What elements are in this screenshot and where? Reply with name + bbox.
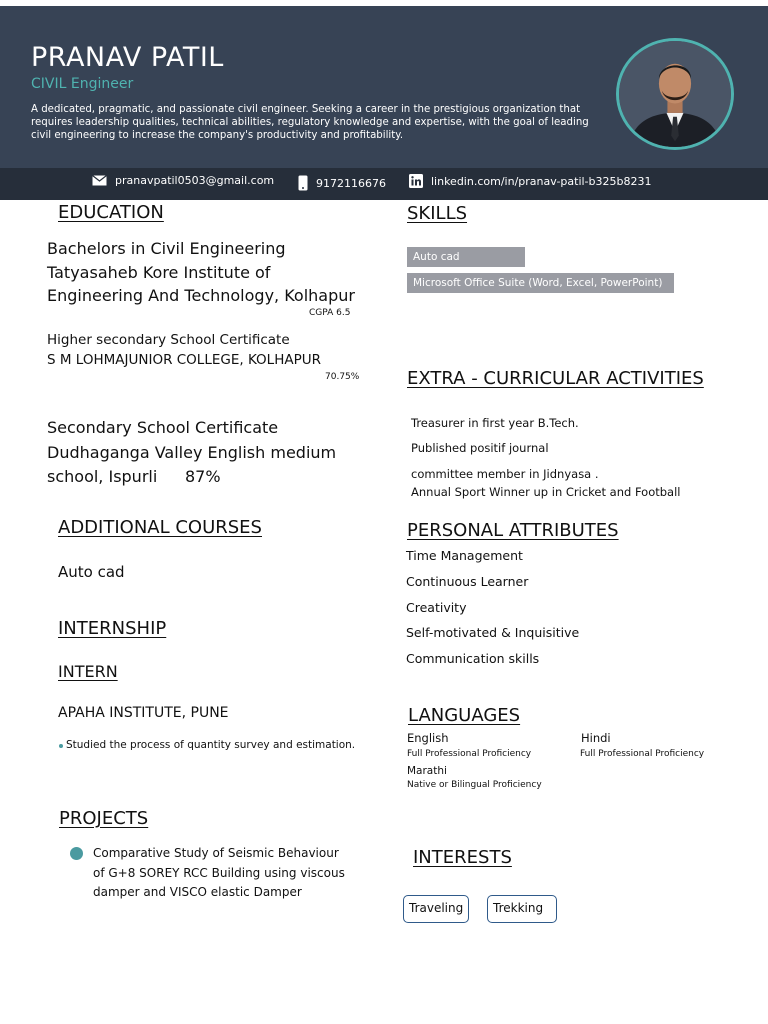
bullet-icon (70, 847, 83, 860)
linkedin-icon (409, 174, 423, 188)
interest-chip: Traveling (403, 895, 469, 923)
extra-curricular-heading: EXTRA - CURRICULAR ACTIVITIES (407, 368, 704, 389)
phone-text: 9172116676 (316, 176, 386, 190)
contact-email[interactable] (92, 174, 274, 187)
attribute-item: Communication skills (406, 651, 540, 666)
skill-chip: Auto cad (407, 247, 525, 267)
education-heading: EDUCATION (58, 202, 164, 223)
project-line1: Comparative Study of Seismic Behaviour (93, 846, 339, 860)
activity-item: committee member in Jidnyasa . (411, 467, 599, 481)
skills-heading: SKILLS (407, 203, 468, 224)
degree-institute-line1: Tatyasaheb Kore Institute of (47, 263, 271, 282)
language-level: Full Professional Proficiency (580, 749, 705, 759)
ssc-school-line2: school, Ispurli (47, 467, 158, 486)
internship-role: INTERN (58, 662, 118, 681)
contact-phone[interactable] (298, 175, 386, 191)
bullet-icon (59, 744, 63, 748)
languages-heading: LANGUAGES (408, 705, 521, 726)
language-level: Native or Bilingual Proficiency (407, 780, 542, 790)
degree-score: CGPA 6.5 (309, 308, 351, 318)
degree-institute-line2: Engineering And Technology, Kolhapur (47, 286, 355, 305)
resume-header (0, 6, 768, 168)
contact-bar (0, 168, 768, 200)
skill-chip: Microsoft Office Suite (Word, Excel, PowerPoint) (407, 273, 674, 293)
candidate-role: CIVIL Engineer (31, 76, 134, 92)
interests-heading: INTERESTS (413, 847, 512, 868)
language-level: Full Professional Proficiency (407, 749, 532, 759)
language-name: Hindi (581, 731, 611, 745)
personal-attributes-heading: PERSONAL ATTRIBUTES (407, 520, 619, 541)
linkedin-text: linkedin.com/in/pranav-patil-b325b8231 (431, 174, 652, 188)
attribute-item: Time Management (406, 548, 523, 563)
hsc-name: Higher secondary School Certificate (47, 332, 290, 348)
ssc-name: Secondary School Certificate (47, 418, 279, 437)
projects-heading: PROJECTS (59, 808, 149, 829)
phone-icon (298, 175, 308, 191)
internship-company: APAHA INSTITUTE, PUNE (58, 705, 229, 721)
ssc-school-line1: Dudhaganga Valley English medium (47, 443, 337, 462)
profile-photo (616, 38, 734, 150)
language-name: Marathi (407, 765, 447, 777)
additional-courses-heading: ADDITIONAL COURSES (58, 517, 262, 538)
hsc-college: S M LOHMAJUNIOR COLLEGE, KOLHAPUR (47, 352, 321, 368)
activity-item: Treasurer in first year B.Tech. (411, 416, 579, 430)
activity-item: Annual Sport Winner up in Cricket and Football (411, 485, 681, 499)
candidate-name: PRANAV PATIL (31, 42, 224, 73)
email-text: pranavpatil0503@gmail.com (115, 174, 275, 187)
project-line2: of G+8 SOREY RCC Building using viscous (93, 866, 345, 880)
ssc-score: 87% (185, 467, 221, 486)
contact-linkedin[interactable] (409, 174, 651, 188)
hsc-score: 70.75% (325, 372, 360, 382)
attribute-item: Continuous Learner (406, 574, 529, 589)
course-item: Auto cad (58, 563, 125, 581)
attribute-item: Creativity (406, 600, 467, 615)
internship-detail: Studied the process of quantity survey and estimation. (66, 739, 356, 751)
envelope-icon (92, 175, 107, 186)
degree-name: Bachelors in Civil Engineering (47, 239, 286, 258)
interest-chip: Trekking (487, 895, 557, 923)
project-line3: damper and VISCO elastic Damper (93, 885, 302, 899)
career-summary: A dedicated, pragmatic, and passionate civil engineer. Seeking a career in the prestigious organization that requires leadership qualities, technical abilities, regulatory knowledge and expertise, with the goal of leading civil engineering to increase the company's productivity and profitability. (31, 104, 589, 141)
language-name: English (407, 731, 449, 745)
internship-heading: INTERNSHIP (58, 618, 167, 639)
activity-item: Published positif journal (411, 441, 549, 455)
attribute-item: Self-motivated & Inquisitive (406, 625, 580, 640)
person-portrait-icon (619, 41, 731, 147)
